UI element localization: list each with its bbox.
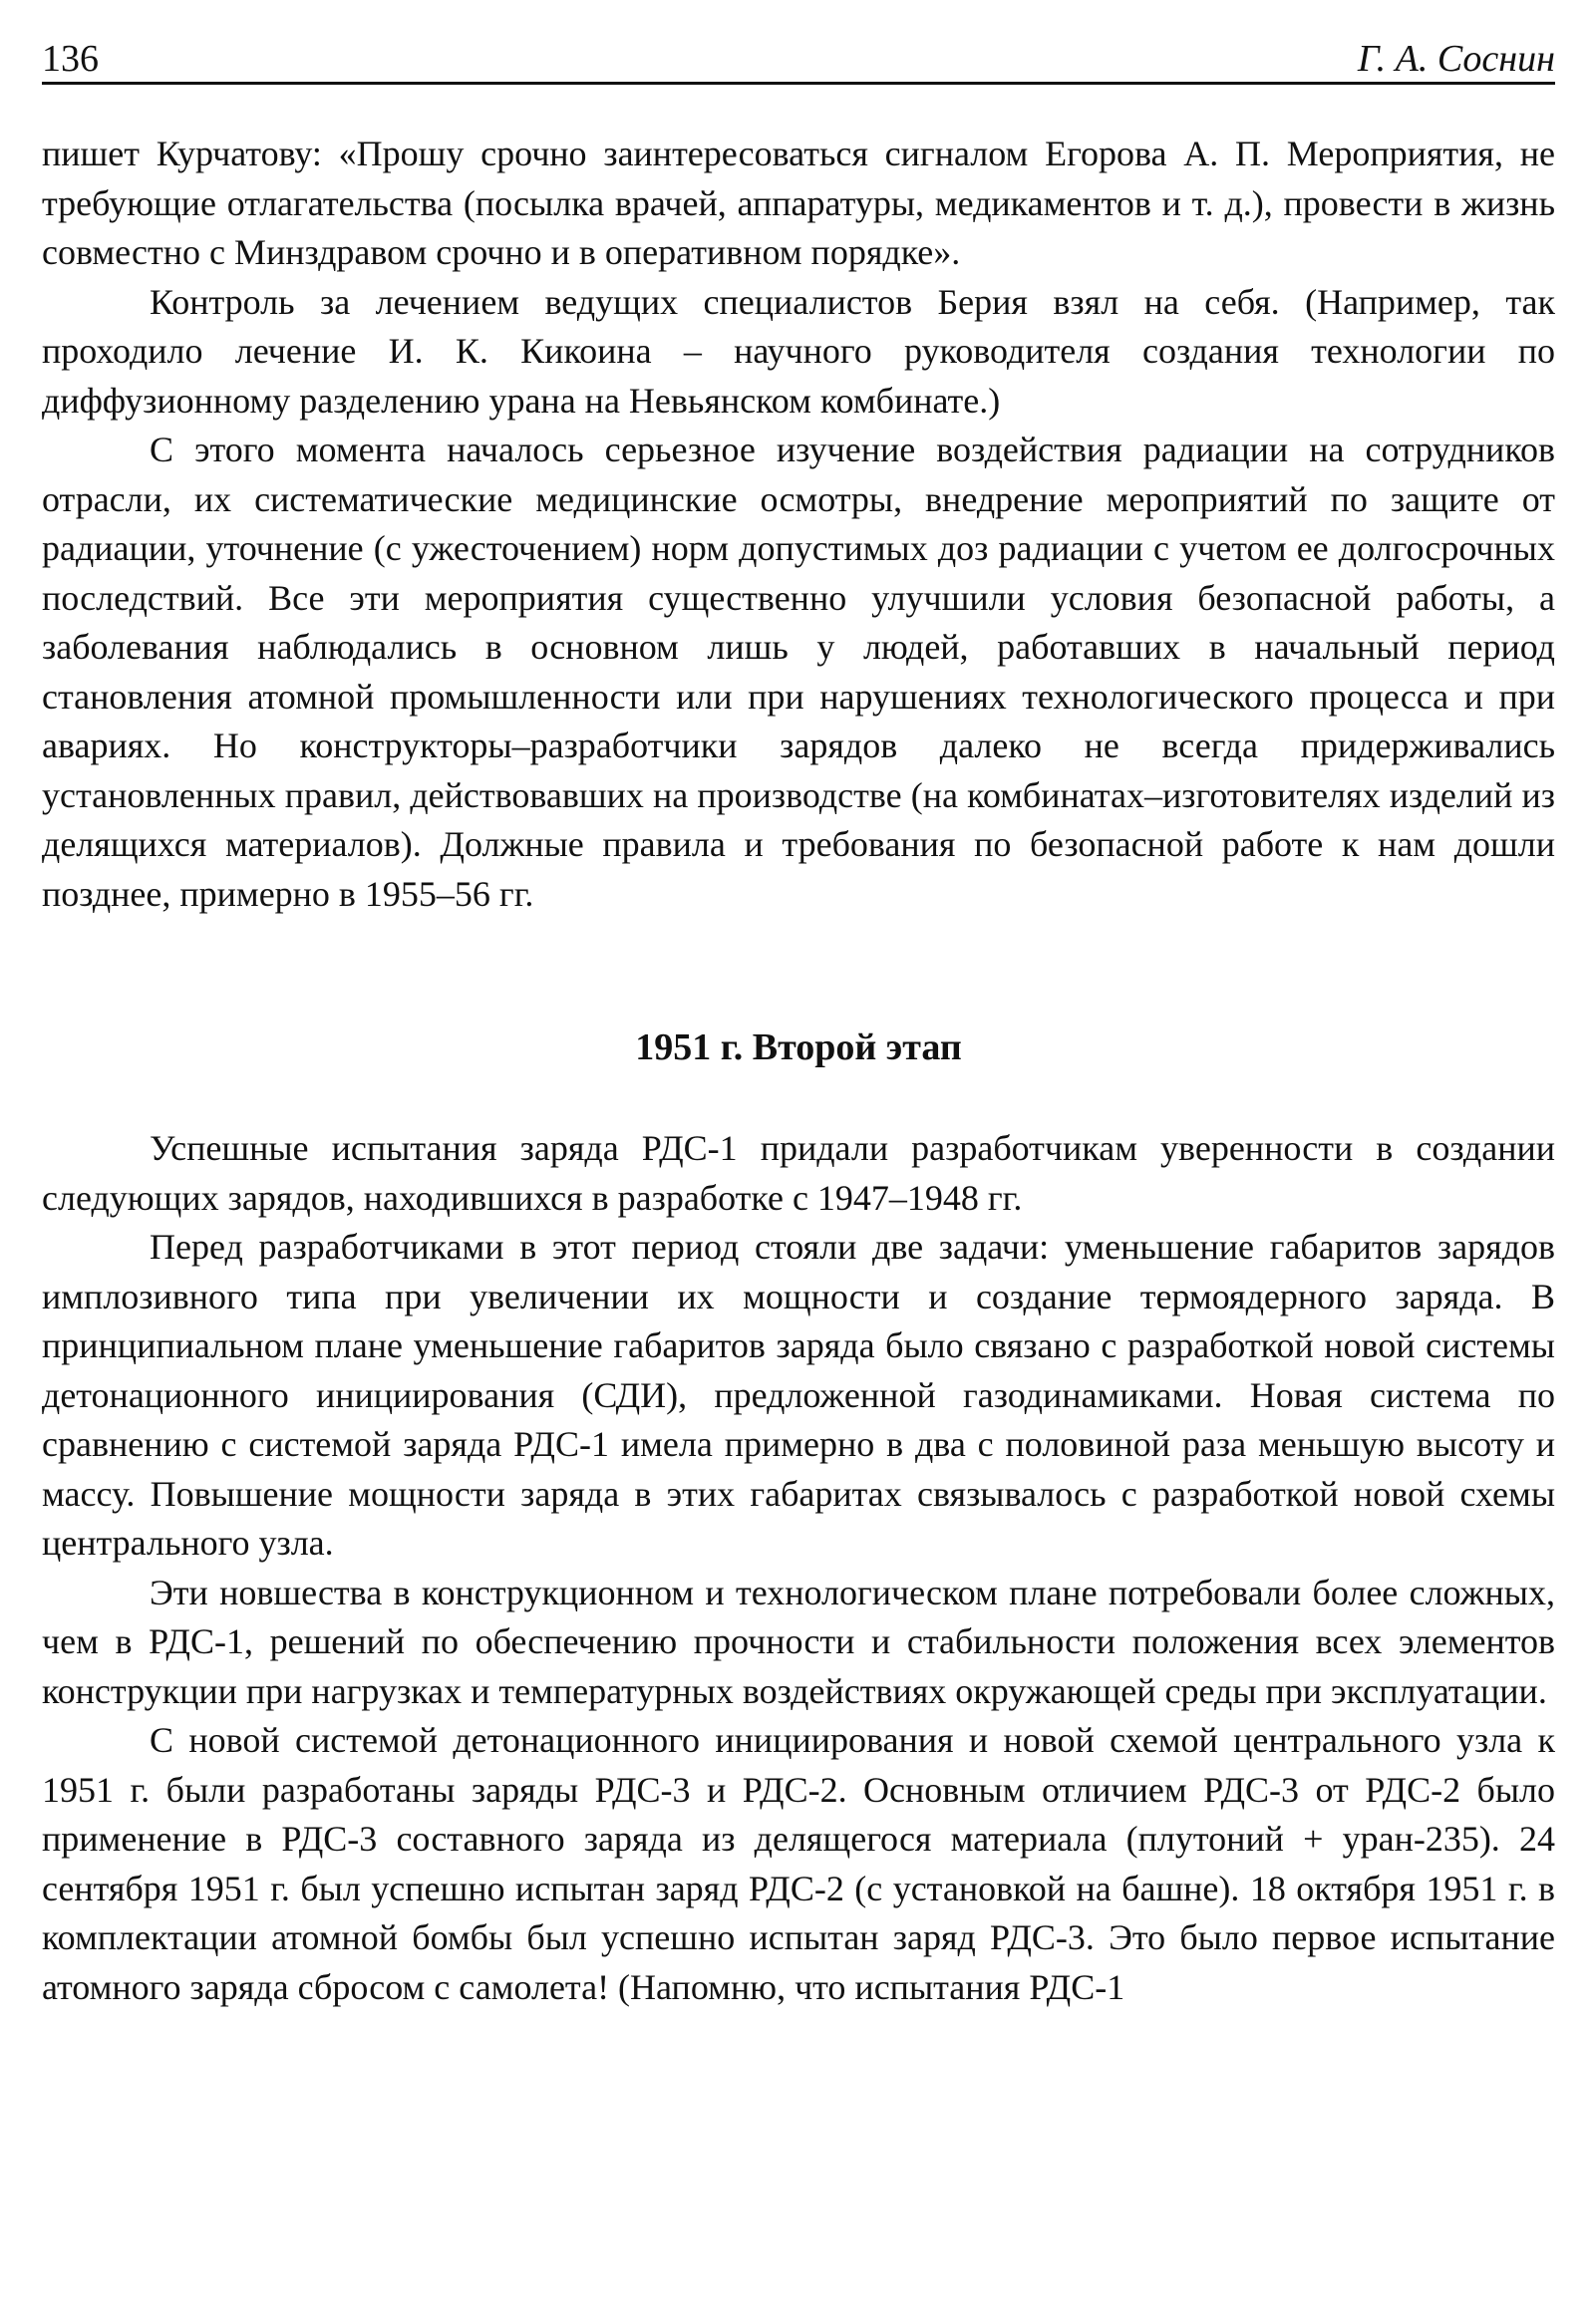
paragraph-continues: С новой системой детонационного инициирования и новой схемой центрального узла к 1951 г. были разработаны заряды РДС-3 и РДС-2. Основным отличием РДС-3 от РДС-2 было применение в РДС-3 составного заряда из делящегося материала (плутоний + уран-235). 24 сентября 1951 г. был успешно испытан заряд РДС-2 (с установкой на башне). 18 октября 1951 г. в комплектации атомной бомбы был успешно испытан заряд РДС-3. Это было первое испытание атомного заряда сбросом с самолета! (Напомню, что испытания РДС-1: [42, 1720, 1555, 2007]
book-page: [42, 0, 1555, 2324]
header-divider: [42, 82, 1555, 85]
page-number: 136: [42, 38, 99, 80]
paragraph: С этого момента началось серьезное изучение воздействия радиации на сотрудников отрасли, их систематические медицинские осмотры, внедрение мероприятий по защите от радиации, уточнение (с ужесточением) норм допустимых доз радиации с учетом ее долгосрочных последствий. Все эти мероприятия существенно улучшили условия безопасной работы, а заболевания наблюдались в основном лишь у людей, работавших в начальный период становления атомной промышленности или при нарушениях технологического процесса и при авариях. Но конструкторы–разработчики зарядов далеко не всегда придерживались установленных правил, действовавших на производстве (на комбинатах–изготовителях изделий из делящихся материалов). Должные правила и требования по безопасной работе к нам дошли позднее, примерно в 1955–56 гг.: [42, 430, 1555, 914]
body-text: [42, 130, 1555, 2012]
paragraph: Контроль за лечением ведущих специалистов Берия взял на себя. (Например, так проходило лечение И. К. Кикоина – научного руководителя создания технологии по диффузионному разделению урана на Невьянском комбинате.): [42, 281, 1555, 421]
paragraph-continued: пишет Курчатову: «Прошу срочно заинтересоваться сигналом Егорова А. П. Мероприятия, не требующие отлагательства (посылка врачей, аппаратуры, медикаментов и т. д.), провести в жизнь совместно с Минздравом срочно и в оперативном порядке».: [42, 134, 1555, 272]
section-heading: 1951 г. Второй этап: [635, 1026, 962, 1068]
paragraph: Перед разработчиками в этот период стояли две задачи: уменьшение габаритов зарядов имплозивного типа при увеличении их мощности и создание термоядерного заряда. В принципиальном плане уменьшение габаритов заряда было связано с разработкой новой системы детонационного инициирования (СДИ), предложенной газодинамиками. Новая система по сравнению с системой заряда РДС-1 имела примерно в два с половиной раза меньшую высоту и массу. Повышение мощности заряда в этих габаритах связывалось с разработкой новой схемы центрального узла.: [42, 1227, 1555, 1563]
running-header: [42, 22, 1555, 78]
running-header-author: Г. А. Соснин: [1357, 38, 1555, 80]
paragraph: Успешные испытания заряда РДС-1 придали разработчикам уверенности в создании следующих зарядов, находившихся в разработке с 1947–1948 гг.: [42, 1128, 1555, 1218]
paragraph: Эти новшества в конструкционном и технологическом плане потребовали более сложных, чем в РДС-1, решений по обеспечению прочности и стабильности положения всех элементов конструкции при нагрузках и температурных воздействиях окружающей среды при эксплуатации.: [42, 1572, 1555, 1711]
